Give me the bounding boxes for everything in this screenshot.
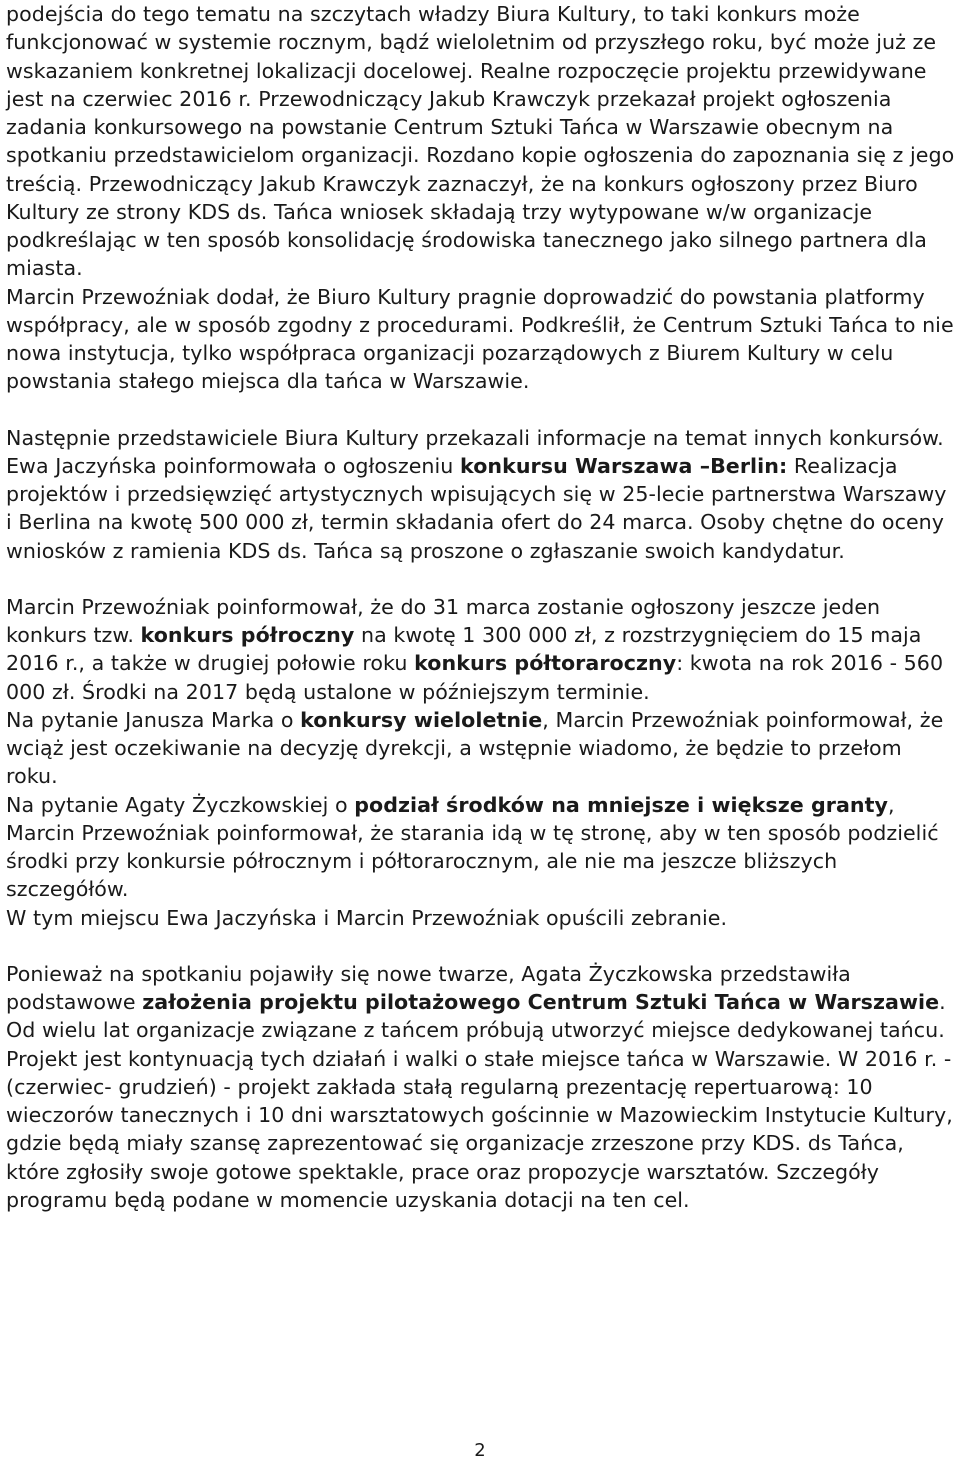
paragraph bbox=[6, 283, 956, 396]
text-run: Realizacja projektów i przedsięwzięć artystycznych wpisujących się w 25-lecie partnerstwa Warszawy i Berlina na kwotę 500 000 zł, termin składania ofert do 24 marca. Osoby chętne do oceny wniosków z ramienia KDS ds. Tańca są proszone o zgłaszanie swoich kandydatur. bbox=[6, 453, 947, 563]
paragraph bbox=[6, 706, 956, 791]
bold-text: założenia projektu pilotażowego Centrum Sztuki Tańca w Warszawie bbox=[142, 990, 940, 1014]
text-run: Marcin Przewoźniak dodał, że Biuro Kultury pragnie doprowadzić do powstania platformy współpracy, ale w sposób zgodny z procedurami. Podkreślił, że Centrum Sztuki Tańca to nie nowa instytucja, tylko współpraca organizacji pozarządowych z Biurem Kultury w celu powstania stałego miejsca dla tańca w Warszawie. bbox=[6, 284, 954, 394]
paragraph-list bbox=[6, 0, 956, 1214]
paragraph bbox=[6, 904, 956, 932]
bold-text: konkurs półtoraroczny bbox=[414, 651, 677, 676]
paragraph-spacer bbox=[6, 932, 956, 960]
paragraph bbox=[6, 791, 956, 904]
text-run: . Od wielu lat organizacje związane z tańcem próbują utworzyć miejsce dedykowanej tańcu. Projekt jest kontynuacją tych działań i walki o stałe miejsce tańca w Warszawie. W 2016 r. - (czerwiec- grudzień) - projekt zakłada stałą regularną prezentację repertuarową: 10 wieczorów tanecznych i 10 dni warsztatowych gościnnie w Mazowieckim Instytucie Kultury, gdzie będą miały szansę zaprezentować się organizacje zrzeszone przy KDS. ds Tańca, które zgłosiły swoje gotowe spektakle, prace oraz propozycje warsztatów. Szczegóły programu będą podane w momencie uzyskania dotacji na ten cel. bbox=[6, 990, 953, 1212]
paragraph-spacer bbox=[6, 396, 956, 424]
bold-text: konkursu Warszawa –Berlin: bbox=[460, 453, 788, 478]
bold-text: podział środków na mniejsze i większe granty bbox=[354, 792, 888, 817]
text-run: Ponieważ na spotkaniu pojawiły się nowe twarze, Agata Życzkowska przedstawiła podstawowe bbox=[6, 961, 851, 1014]
bold-text: konkursy wieloletnie bbox=[300, 707, 543, 732]
text-run: podejścia do tego tematu na szczytach władzy Biura Kultury, to taki konkurs może funkcjonować w systemie rocznym, bądź wieloletnim od przyszłego roku, być może już ze wskazaniem konkretnej lokalizacji docelowej. Realne rozpoczęcie projektu przewidywane jest na czerwiec 2016 r. Przewodniczący Jakub Krawczyk przekazał projekt ogłoszenia zadania konkursowego na powstanie Centrum Sztuki Tańca w Warszawie obecnym na spotkaniu przedstawicielom organizacji. Rozdano kopie ogłoszenia do zapoznania się z jego treścią. Przewodniczący Jakub Krawczyk zaznaczył, że na konkurs ogłoszony przez Biuro Kultury ze strony KDS ds. Tańca wniosek składają trzy wytypowane w/w organizacje podkreślając w ten sposób konsolidację środowiska tanecznego jako silnego partnera dla miasta. bbox=[6, 2, 955, 281]
text-run: Na pytanie Janusza Marka o bbox=[6, 707, 301, 732]
paragraph bbox=[6, 0, 956, 283]
paragraph bbox=[6, 960, 956, 1214]
bold-text: konkurs półroczny bbox=[140, 623, 355, 647]
text-run: W tym miejscu Ewa Jaczyńska i Marcin Przewoźniak opuścili zebranie. bbox=[6, 905, 728, 930]
text-run: Ewa Jaczyńska poinformowała o ogłoszeniu bbox=[6, 453, 460, 478]
paragraph bbox=[6, 424, 956, 452]
paragraph bbox=[6, 452, 956, 565]
text-run: na kwotę 1 300 000 zł, z rozstrzygnięciem do 15 maja 2016 r., a także w drugiej połowie roku bbox=[6, 623, 922, 676]
text-run: Marcin Przewoźniak poinformował, że do 31 marca zostanie ogłoszony jeszcze jeden konkurs tzw. bbox=[6, 594, 881, 647]
text-run: Następnie przedstawiciele Biura Kultury przekazali informacje na temat innych konkursów. bbox=[6, 425, 944, 450]
page-number: 2 bbox=[474, 1440, 486, 1461]
text-run: Na pytanie Agaty Życzkowskiej o bbox=[6, 792, 355, 817]
text-run: , Marcin Przewoźniak poinformował, że wciąż jest oczekiwanie na decyzję dyrekcji, a wstępnie wiadomo, że będzie to przełom roku. bbox=[6, 707, 944, 789]
text-run: : kwota na rok 2016 - 560 000 zł. Środki na 2017 będą ustalone w późniejszym terminie. bbox=[6, 651, 944, 704]
document-body bbox=[6, 0, 956, 1214]
paragraph bbox=[6, 593, 956, 706]
text-run: , Marcin Przewoźniak poinformował, że starania idą w tę stronę, aby w ten sposób podzielić środki przy konkursie półrocznym i półtorarocznym, ale nie ma jeszcze bliższych szczegółów. bbox=[6, 792, 939, 902]
paragraph-spacer bbox=[6, 565, 956, 593]
